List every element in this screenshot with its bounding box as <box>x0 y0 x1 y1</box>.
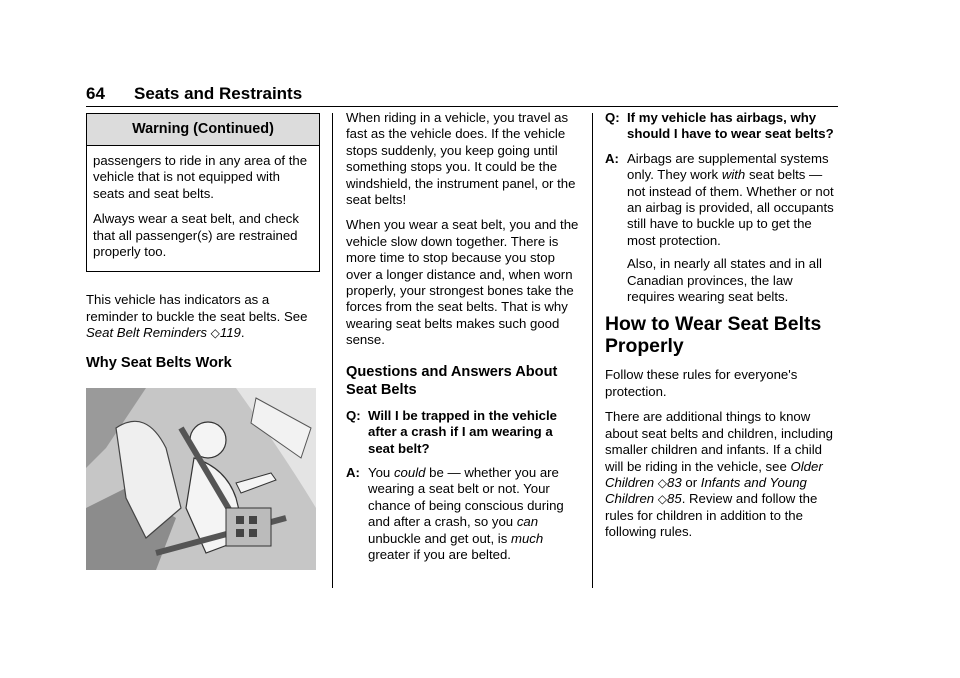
indicators-paragraph: This vehicle has indicators as a reminder to buckle the seat belts. See Seat Belt Reminders ◇119. <box>86 292 308 341</box>
page-reference-icon: ◇ <box>657 492 668 507</box>
column-divider-2 <box>592 113 593 588</box>
page-ref-85[interactable]: 85 <box>667 491 682 507</box>
column-left <box>86 113 320 570</box>
older-children-link[interactable]: Older Children <box>605 458 823 490</box>
column-right <box>605 110 841 550</box>
slow-down-paragraph: When you wear a seat belt, you and the vehicle slow down together. There is more time to stop because you stop over a longer distance and, when worn properly, your strongest bones take the forces from the seat belts. That is why wearing seat belts makes such good sense. <box>346 217 579 348</box>
page-ref-119[interactable]: 119 <box>219 325 241 341</box>
page-reference-icon: ◇ <box>657 475 668 490</box>
children-paragraph: There are additional things to know about seat belts and children, including smaller children and infants. If a child will be riding in the vehicle, see Older Children ◇83 or Infants and Young Children ◇85. Review and follow the rules for children in addition to the following rules. <box>605 409 834 540</box>
page-number: 64 <box>86 84 105 103</box>
seat-belt-reminders-link[interactable]: Seat Belt Reminders <box>86 325 207 341</box>
question-1: Q: Will I be trapped in the vehicle after a crash if I am wearing a seat belt? <box>346 407 557 456</box>
warning-title: Warning (Continued) <box>87 114 319 146</box>
heading-questions-answers: Questions and Answers About Seat Belts <box>346 363 558 398</box>
page-header <box>86 84 838 107</box>
answer-1: A: You could be — whether you are wearing a seat belt or not. Your chance of being conscious during and after a crash, so you can unbuckle and get out, is much greater if you are belted. <box>346 464 564 562</box>
answer-2-law: Also, in nearly all states and in all Canadian provinces, the law requires wearing seat belts. <box>627 256 822 305</box>
section-title: Seats and Restraints <box>134 84 303 103</box>
column-divider-1 <box>332 113 333 588</box>
warning-text-2: Always wear a seat belt, and check that all passenger(s) are restrained properly too. <box>93 211 299 260</box>
answer-2: A: Airbags are supplemental systems only. They work with seat belts — not instead of them. Whether or not an airbag is provided, all occupants still have to buckle up to get the most protection. Also, in nearly all states and in all Canadian provinces, the law requires wearing seat belts. <box>605 151 841 306</box>
column-middle <box>346 110 580 571</box>
crash-illustration <box>86 388 316 570</box>
page-reference-icon: ◇ <box>210 326 220 341</box>
follow-rules-paragraph: Follow these rules for everyone's protection. <box>605 367 798 399</box>
page-ref-83[interactable]: 83 <box>667 474 682 490</box>
warning-box <box>86 113 320 272</box>
heading-how-to-wear: How to Wear Seat Belts Properly <box>605 313 822 358</box>
riding-paragraph: When riding in a vehicle, you travel as fast as the vehicle does. If the vehicle stops suddenly, you keep going until something stops you. It could be the windshield, the instrument panel, or the seat belts! <box>346 110 576 208</box>
question-2: Q: If my vehicle has airbags, why should I have to wear seat belts? <box>605 110 834 142</box>
infants-link[interactable]: Infants and Young Children <box>605 474 807 507</box>
heading-why-seat-belts-work: Why Seat Belts Work <box>86 354 232 371</box>
occupant-crash-illustration-icon <box>86 388 316 570</box>
warning-text-1: passengers to ride in any area of the vehicle that is not equipped with seats and seat belts. <box>93 153 308 201</box>
